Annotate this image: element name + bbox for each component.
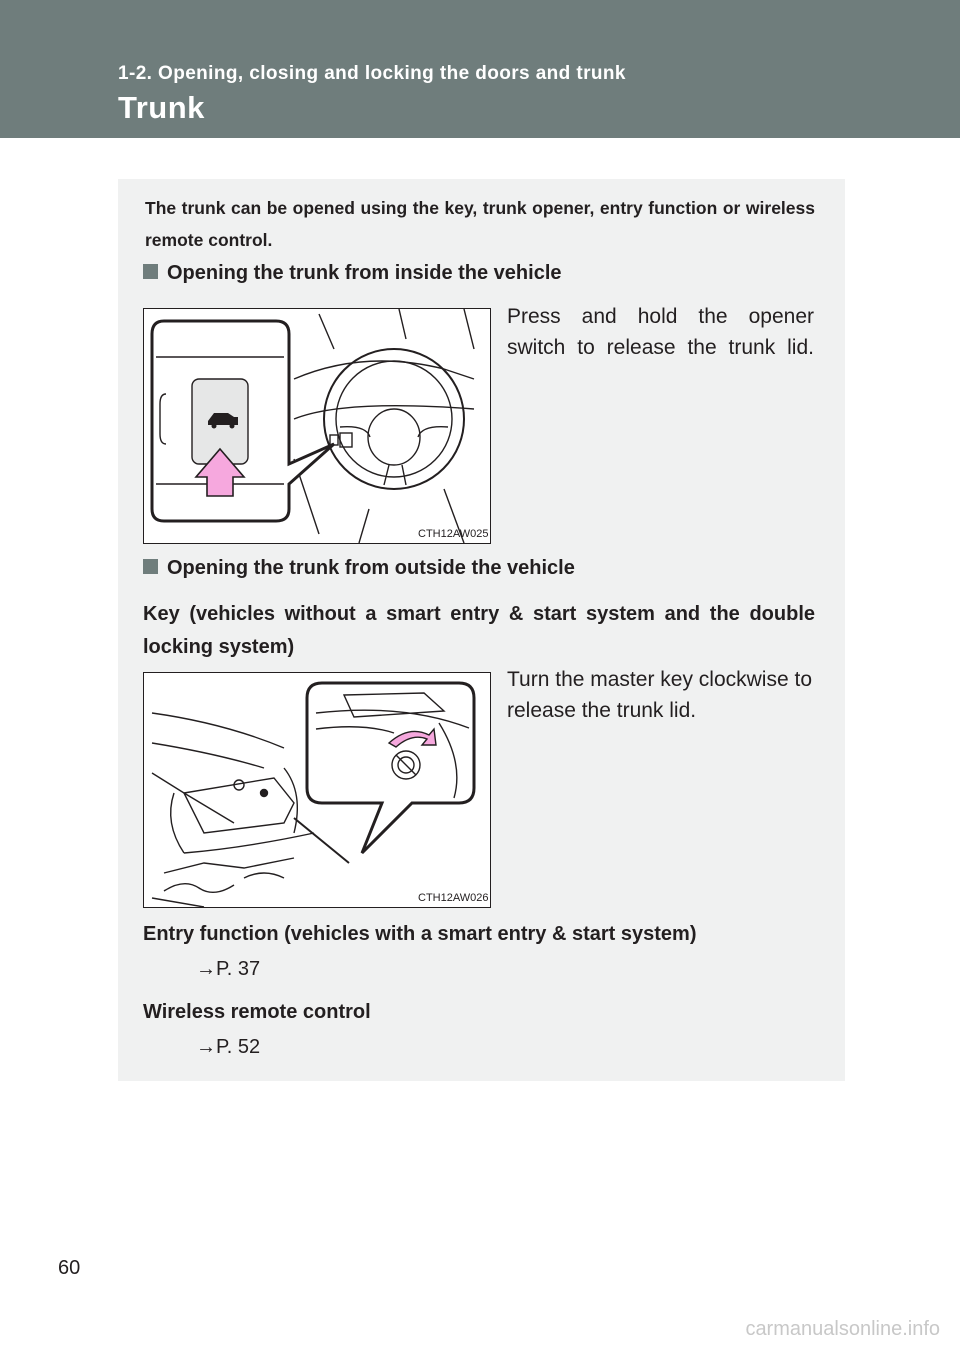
page-title: Trunk [118,90,205,125]
entry-page-link[interactable]: →P. 37 [196,958,261,980]
key-heading: Key (vehicles without a smart entry & start system and the double locking system) [143,603,815,658]
heading-outside: Opening the trunk from outside the vehicle [143,557,575,580]
remote-heading: Wireless remote control [143,1001,371,1023]
square-bullet-icon [143,559,158,574]
figure-inside-opener [143,308,491,544]
intro-text: The trunk can be opened using the key, trunk opener, entry function or wireless remote control. [145,198,815,250]
section-title: 1-2. Opening, closing and locking the doors and trunk [118,63,626,84]
remote-page-link[interactable]: →P. 52 [196,1036,261,1058]
entry-heading: Entry function (vehicles with a smart entry & start system) [143,923,697,945]
footer-watermark: carmanualsonline.info [745,1318,940,1340]
page-header [0,0,960,138]
key-instruction: Turn the master key clockwise to release the trunk lid. [507,668,812,722]
figure-code: CTH12AW025 [418,528,489,540]
figure-outside-key [143,672,491,908]
square-bullet-icon [143,264,158,279]
figure-code: CTH12AW026 [418,892,489,904]
page-number: 60 [58,1257,81,1279]
exterior-illustration [144,673,490,907]
heading-inside: Opening the trunk from inside the vehicle [143,262,562,285]
inside-instruction: Press and hold the opener switch to release the trunk lid. [507,305,814,359]
interior-illustration [144,309,490,543]
